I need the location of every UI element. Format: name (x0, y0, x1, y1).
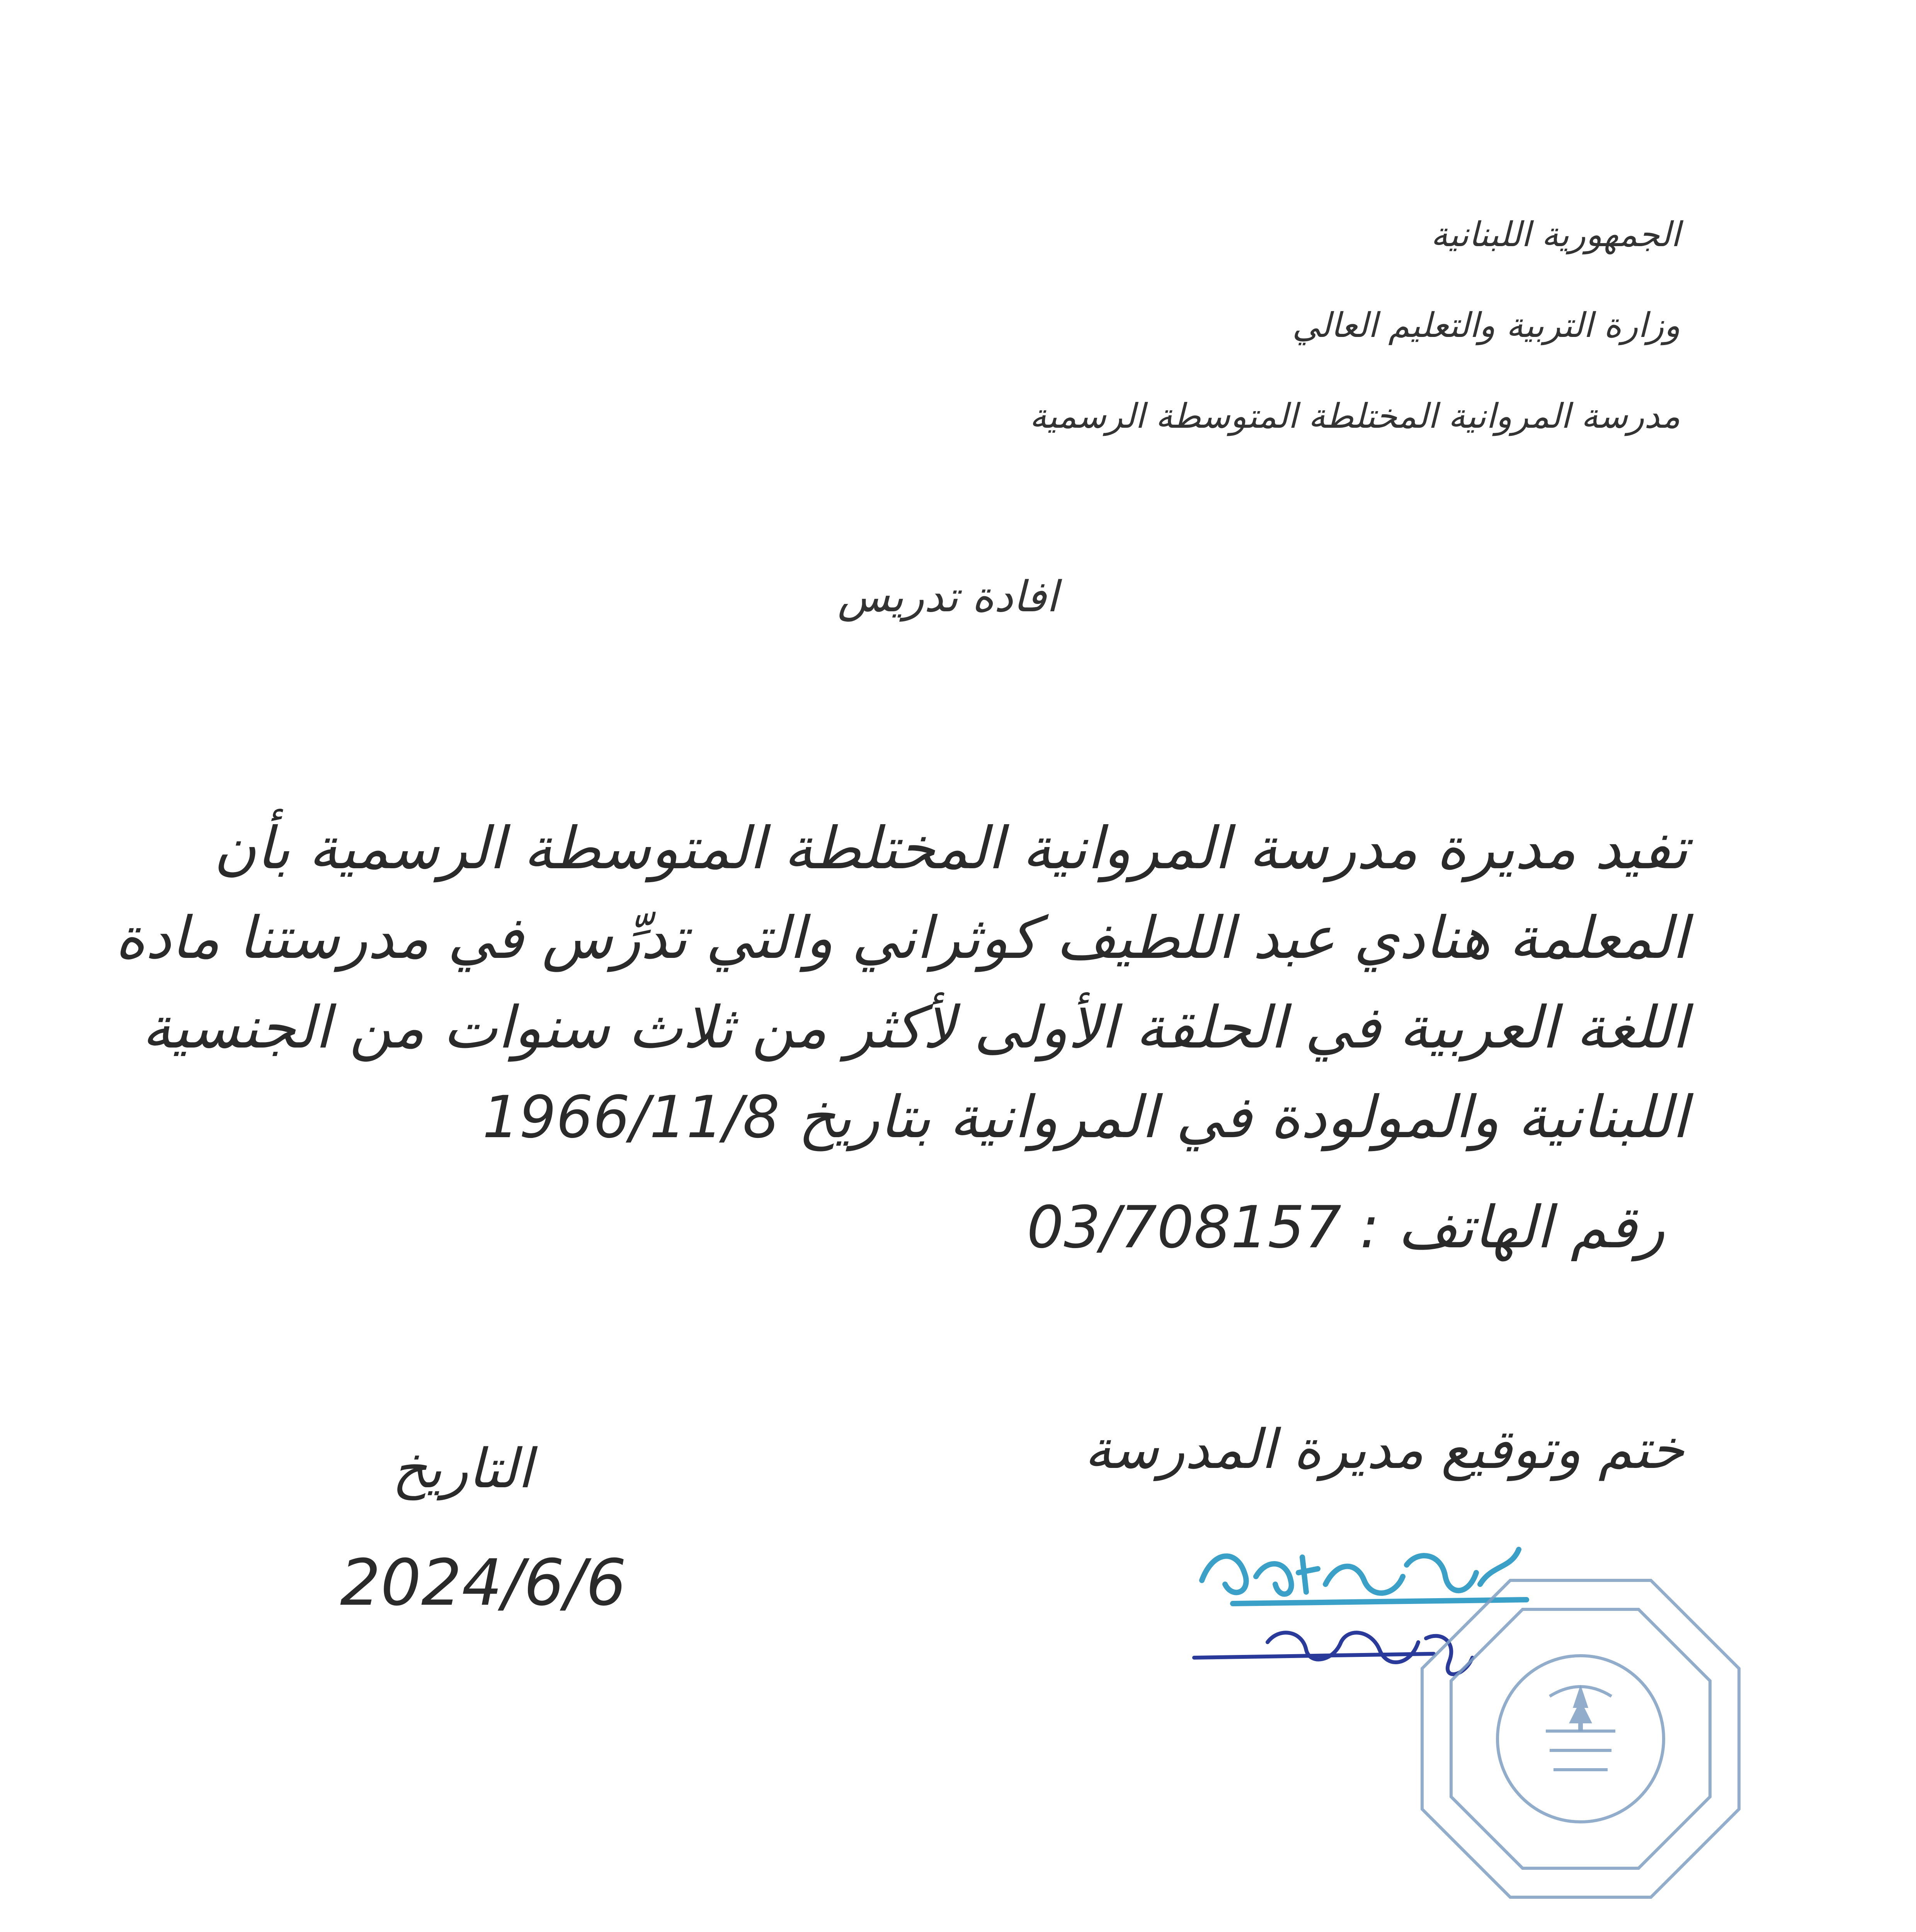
body-line-4: اللبنانية والمولودة في المروانية بتاريخ 1966/11/8 (482, 1084, 1688, 1151)
body-line-1: تفيد مديرة مدرسة المروانية المختلطة المتوسطة الرسمية بأن (214, 815, 1688, 882)
body-line-2: المعلمة هنادي عبد اللطيف كوثراني والتي تدرِّس في مدرستنا مادة (115, 905, 1688, 972)
signature-label: ختم وتوقيع مديرة المدرسة (1084, 1418, 1684, 1481)
header-republic: الجمهورية اللبنانية (1431, 214, 1680, 254)
date-label: التاريخ (392, 1437, 533, 1500)
certificate-body (115, 804, 1688, 1162)
header-ministry: وزارة التربية والتعليم العالي (1292, 305, 1680, 345)
phone-number: رقم الهاتف : 03/708157 (1027, 1194, 1665, 1261)
header-school: مدرسة المروانية المختلطة المتوسطة الرسمية (1029, 396, 1680, 436)
body-line-3: اللغة العربية في الحلقة الأولى لأكثر من ثلاث سنوات من الجنسية (142, 994, 1688, 1061)
official-stamp (1411, 1569, 1751, 1909)
date-value: 2024/6/6 (340, 1546, 627, 1620)
document-title: افادة تدريس (837, 572, 1058, 621)
